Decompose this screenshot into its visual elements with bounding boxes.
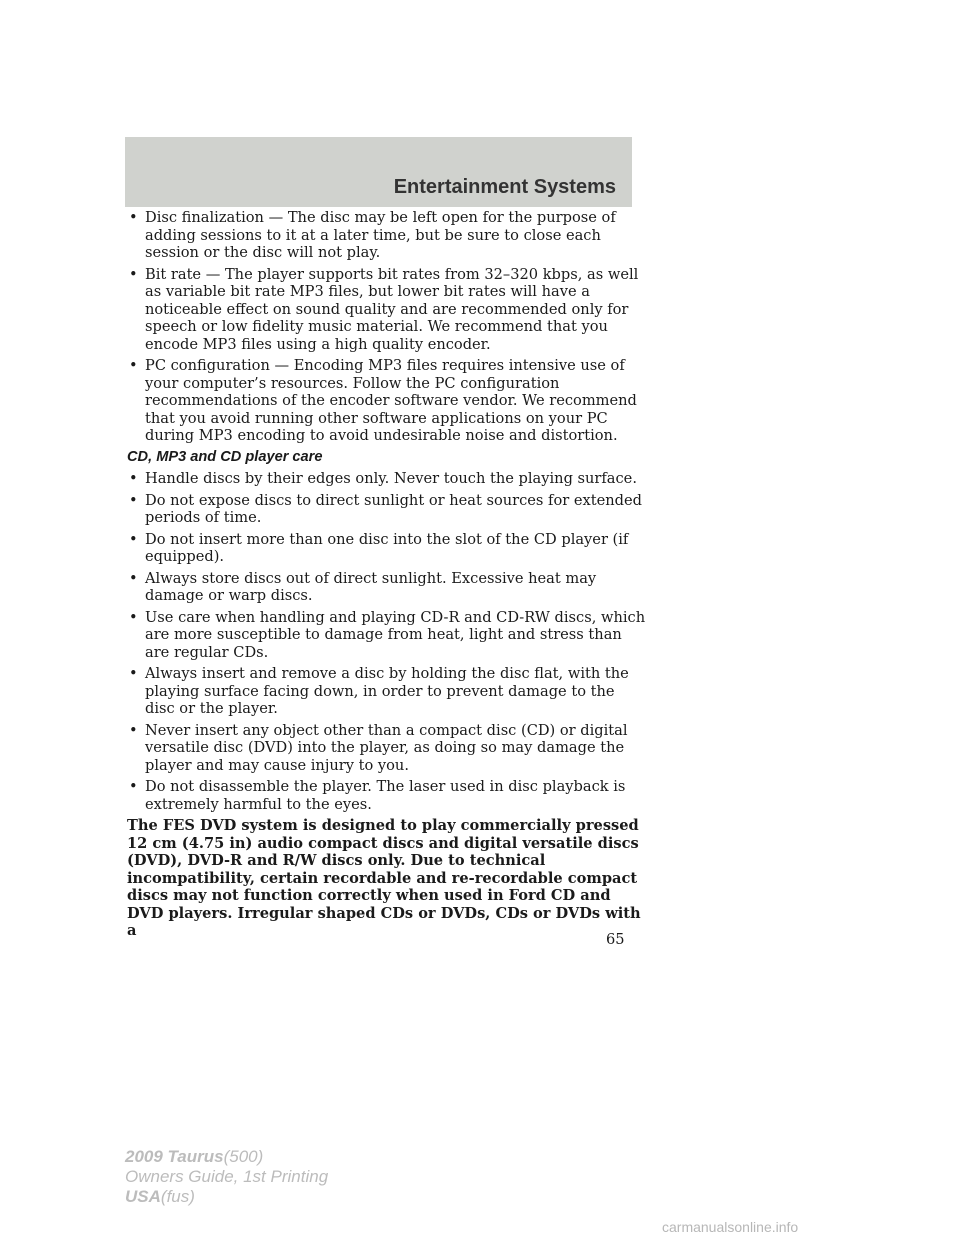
footer-line-market [125,1187,328,1207]
section-header-bar [125,137,632,207]
list-item: • Do not expose discs to direct sunlight or heat sources for extended periods of time. [127,492,647,527]
care-bullet-list [127,470,647,813]
list-item: • Handle discs by their edges only. Never touch the playing surface. [127,470,647,488]
page-content [127,209,647,940]
footer-guide: Owners Guide, 1st Printing [125,1167,329,1186]
page-number: 65 [606,931,625,948]
list-item: • Always insert and remove a disc by holding the disc flat, with the playing surface facing down, in order to prevent damage to the disc or the player. [127,665,647,718]
footer-line-model [125,1147,328,1167]
closing-paragraph: The FES DVD system is designed to play commercially pressed 12 cm (4.75 in) audio compact discs and digital versatile discs (DVD), DVD-R and R/W discs only. Due to technical incompatibility, certain recordable and re-recordable compact discs may not function correctly when used in Ford CD and DVD players. Irregular shaped CDs or DVDs, CDs or DVDs with a [127,817,641,939]
footer-market: USA [125,1187,161,1206]
list-item: • Do not disassemble the player. The laser used in disc playback is extremely harmful to the eyes. [127,778,647,813]
print-footer [125,1147,328,1207]
list-item: • Never insert any object other than a compact disc (CD) or digital versatile disc (DVD) into the player, as doing so may damage the player and may cause injury to you. [127,722,647,775]
list-item: • Disc finalization — The disc may be left open for the purpose of adding sessions to it at a later time, but be sure to close each session or the disc will not play. [127,209,647,262]
section-title: Entertainment Systems [393,176,616,198]
mp3-bullet-list [127,209,647,445]
section-heading: CD, MP3 and CD player care [127,448,323,465]
footer-line-guide [125,1167,328,1187]
list-item: • Use care when handling and playing CD-R and CD-RW discs, which are more susceptible to damage from heat, light and stress than are regular CDs. [127,609,647,662]
footer-model-code: (500) [223,1147,264,1166]
list-item: • Always store discs out of direct sunlight. Excessive heat may damage or warp discs. [127,570,647,605]
footer-model: 2009 Taurus [125,1147,224,1166]
footer-market-code: (fus) [160,1187,195,1206]
list-item: • Do not insert more than one disc into the slot of the CD player (if equipped). [127,531,647,566]
watermark: carmanualsonline.info [662,1219,799,1235]
list-item: • PC configuration — Encoding MP3 files requires intensive use of your computer’s resources. Follow the PC configuration recommendations of the encoder software vendor. We recommend that you avoid running other software applications on your PC during MP3 encoding to avoid undesirable noise and distortion. [127,357,647,445]
list-item: • Bit rate — The player supports bit rates from 32–320 kbps, as well as variable bit rate MP3 files, but lower bit rates will have a noticeable effect on sound quality and are recommended only for speech or low fidelity music material. We recommend that you encode MP3 files using a high quality encoder. [127,266,647,354]
